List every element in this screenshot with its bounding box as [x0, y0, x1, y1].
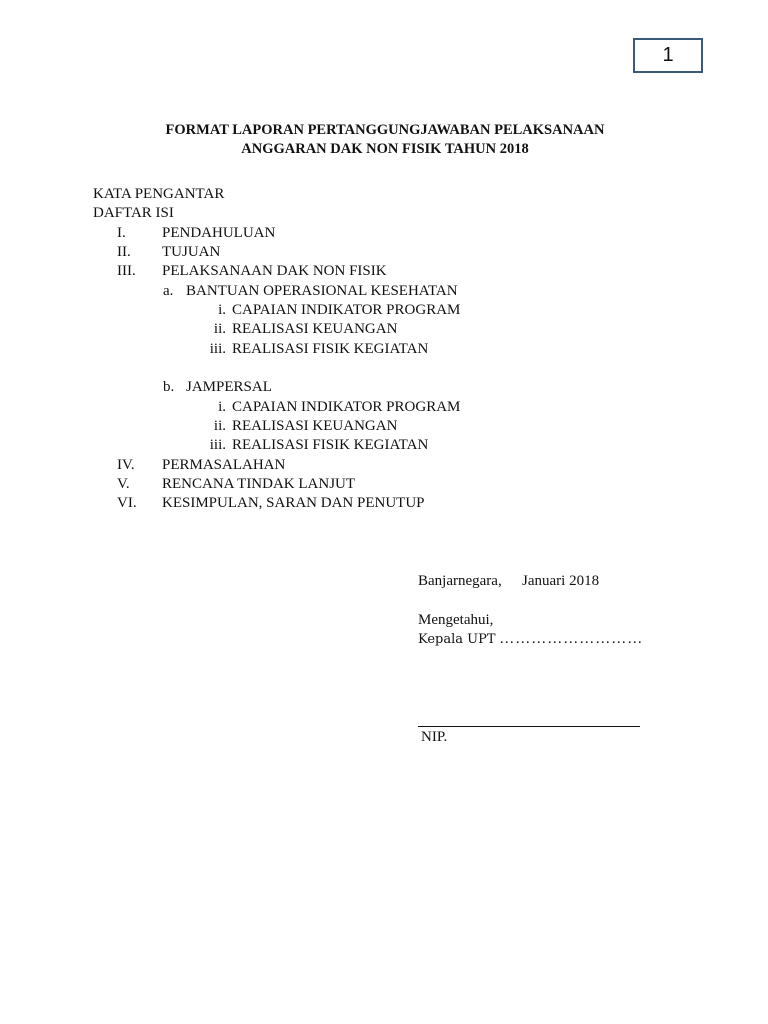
section-number: I. [117, 225, 126, 241]
subsection-letter: a. [163, 283, 174, 299]
section-number: V. [117, 476, 130, 492]
section-label: PENDAHULUAN [162, 225, 276, 241]
section-label: PERMASALAHAN [162, 457, 286, 473]
section-number: VI. [117, 495, 137, 511]
item-number: iii. [209, 437, 226, 453]
item-number: i. [218, 302, 226, 318]
item-label: REALISASI FISIK KEGIATAN [232, 341, 429, 357]
subsection-letter: b. [163, 379, 175, 395]
nip-label: NIP. [421, 729, 448, 745]
item-label: REALISASI KEUANGAN [232, 418, 398, 434]
signature-date: Januari 2018 [522, 573, 600, 589]
page-number: 1 [662, 44, 674, 66]
subsection-label: JAMPERSAL [186, 379, 272, 395]
kepala-upt-line [418, 630, 643, 649]
signature-place: Banjarnegara, [418, 573, 502, 589]
section-label: TUJUAN [162, 244, 221, 260]
subsection-label: BANTUAN OPERASIONAL KESEHATAN [186, 283, 458, 299]
item-label: REALISASI FISIK KEGIATAN [232, 437, 429, 453]
item-number: ii. [213, 321, 226, 337]
section-label: PELAKSANAAN DAK NON FISIK [162, 263, 387, 279]
daftar-isi: DAFTAR ISI [93, 205, 174, 221]
page-number-box [633, 38, 703, 73]
item-label: REALISASI KEUANGAN [232, 321, 398, 337]
signature-line [418, 726, 640, 727]
item-label: CAPAIAN INDIKATOR PROGRAM [232, 399, 461, 415]
mengetahui-label: Mengetahui, [418, 612, 494, 628]
kepala-upt-dots: ……………………… [499, 631, 644, 647]
item-number: ii. [213, 418, 226, 434]
kepala-upt-label: Kepala UPT [418, 632, 496, 647]
item-number: i. [218, 399, 226, 415]
section-number: II. [117, 244, 131, 260]
section-number: IV. [117, 457, 135, 473]
title-line-2: ANGGARAN DAK NON FISIK TAHUN 2018 [241, 141, 529, 157]
item-label: CAPAIAN INDIKATOR PROGRAM [232, 302, 461, 318]
item-number: iii. [209, 341, 226, 357]
document-title [90, 121, 680, 159]
title-line-1: FORMAT LAPORAN PERTANGGUNGJAWABAN PELAKSANAAN [165, 122, 605, 138]
kata-pengantar: KATA PENGANTAR [93, 186, 225, 202]
section-label: KESIMPULAN, SARAN DAN PENUTUP [162, 495, 425, 511]
section-label: RENCANA TINDAK LANJUT [162, 476, 356, 492]
section-number: III. [117, 263, 136, 279]
